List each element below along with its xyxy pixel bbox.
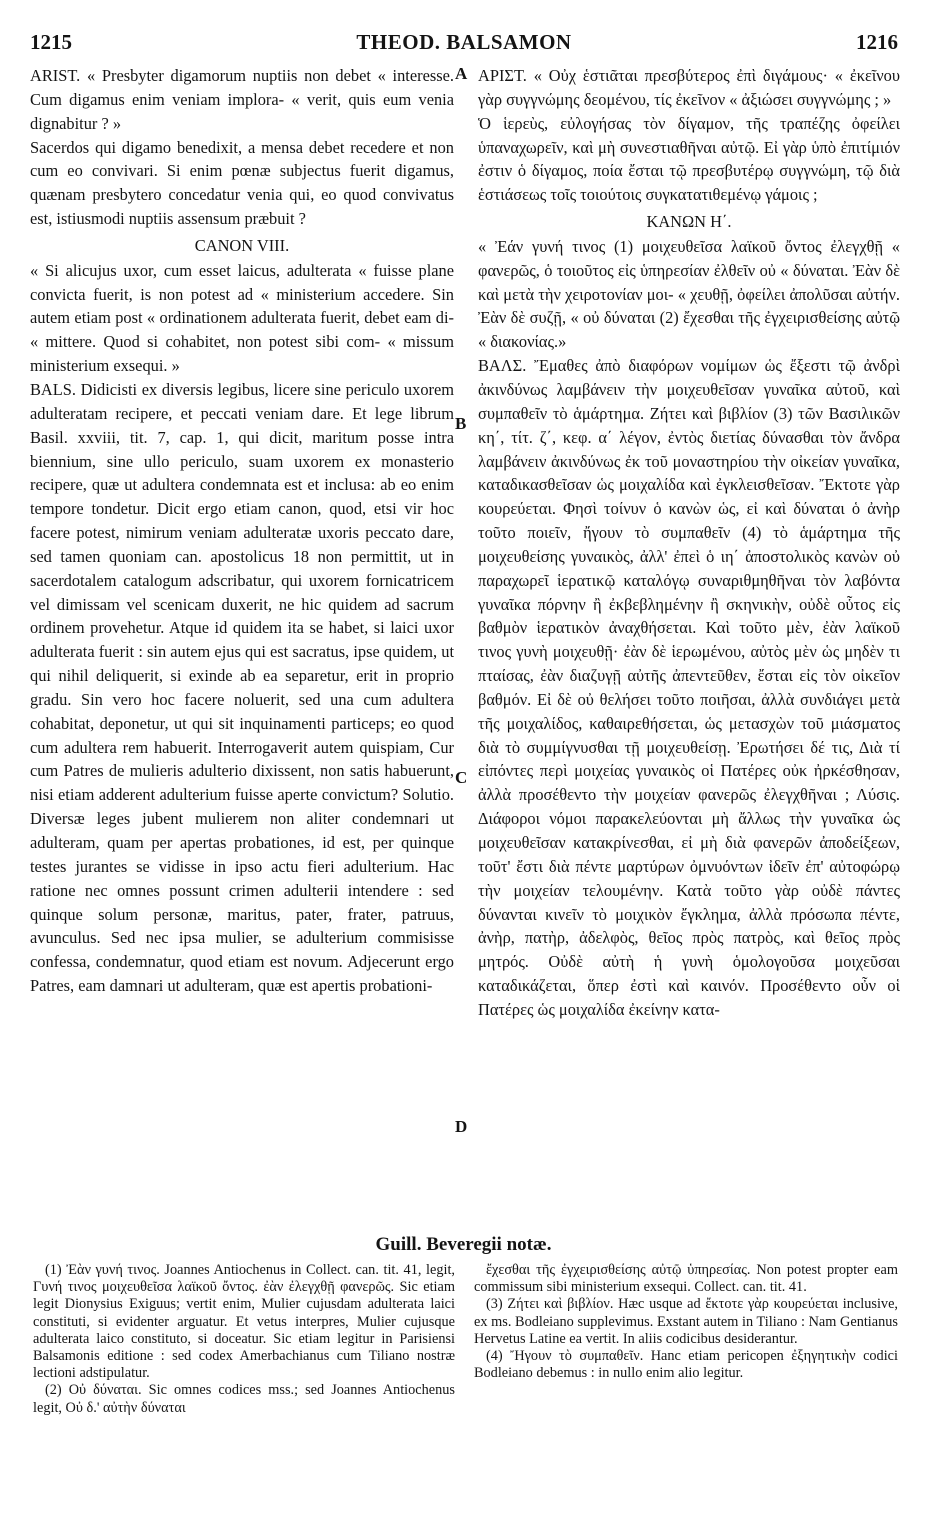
note-1: (1) Ἐὰν γυνή τινος. Joannes Antiochenus in Collect. can. tit. 41, legit, Γυνή τινος μοιχευθεῖσα λαϊκοῦ ὄντος. ἐὰν ἐλεγχθῇ φανερῶς. Sic etiam legit Dionysius Exiguus; vertit enim, Mulier cujusdam adulterata laici constituti, si evidenter arguatur. Et vetus interpres, Mulier cujusque adulterata laico constituto, si doceatur. Sic etiam legitur in Parisiensi Balsamonis editione : sed codex Amerbachianus cum Tiliano nostræ lectioni adstipulatur.: [33, 1262, 455, 1382]
page-number-right: 1216: [856, 30, 898, 54]
margin-letter-c: C: [455, 768, 468, 787]
greek-canon-text: « Ἐάν γυνή τινος (1) μοιχευθεῖσα λαϊκοῦ ὄντος ἐλεγχθῇ « φανερῶς, ὁ τοιοῦτος εἰς ὑπηρεσίαν ἐλθεῖν οὐ « δύναται. Ἐὰν δὲ καὶ μετὰ τὴν χειροτονίαν μοι- « χευθῇ, ὀφείλει ἀπολῦσαι αὐτήν. Ἐὰν δὲ συζῇ, « οὐ δύναται (2) ἔχεσθαι τῆς ἐγχειρισθείσης αὐτῷ « διακονίας.»: [478, 236, 900, 352]
note-3: (3) Ζήτει καὶ βιβλίον. Hæc usque ad ἔκτοτε γὰρ κουρεύεται inclusive, ex ms. Bodleiano supplevimus. Exstant autem in Tiliano : Nam Gentianus Hervetus Latine ea vertit. In aliis codicibus desiderantur.: [474, 1296, 898, 1347]
latin-aristenus-comment: ARIST. « Presbyter digamorum nuptiis non debet « interesse. Cum digamus enim veniam implora- « verit, quis eum venia dignabitur ? »: [30, 66, 454, 133]
running-title: THEOD. BALSAMON: [356, 30, 572, 54]
latin-column: [30, 64, 454, 998]
note-4: (4) Ἤγουν τὸ συμπαθεῖν. Hanc etiam pericopen ἐξηγητικὴν codici Bodleiano debemus : in nullo enim alio legitur.: [474, 1348, 898, 1382]
margin-letter-a: A: [455, 64, 468, 83]
latin-balsamon-commentary: BALS. Didicisti ex diversis legibus, licere sine periculo uxorem adulteratam recipere, et peccati veniam dare. Et lege librum Basil. xxviii, tit. 7, cap. 1, qui dicit, maritum posse intra biennium, sine ullo periculo, suam uxorem ex monasterio recipere, quæ ut adultera condemnata est et inclusa: ab eo enim tempore tondetur. Dicit ergo etiam canon, quod, etsi vir hoc facere potest, nimirum veniam adulteratæ uxoris peccato dare, sed tamen quoniam can. apostolicus 18 non permittit, ut in sacerdotalem catalogum adscribatur, qui uxorem fornicatricem vel dimissam vel scenicam duxerit, ne hic quidem ad sacrum ordinem provehetur. Atque id quidem ita se habet, si laici uxor adulterata fuerit : sin autem ejus qui est sacratus, ipse quidem, ut qui nihil deliquerit, si exinde ab ea separetur, erit in proprio gradu. Sin vero hoc facere noluerit, sed una cum adultera cohabitat, deponetur, ut qui sit inquinamenti particeps; eo quod cum adultera rem habuerit. Interrogaverit autem quispiam, Cur cum Patres de mulieris adulterio dixissent, non satis habuerunt, nisi etiam adderent adulterium fuisse aperte convictum? Solutio. Diversæ leges jubent mulierem non aliter condemnari ut adulteram, quam per apertas probationes, id est, per quinque testes jurantes se vidisse in ipso actu fieri adulterium. Hac ratione nec omnes possunt crimen adulterii intendere : sed quinque solum personæ, maritus, pater, frater, patruus, avunculus. Sed nec ipsa mulier, se adulterium commisisse confessa, condemnatur, quod etiam est novum. Adjecerunt ergo Patres, eam damnari ut adulteram, quæ est apertis probationi-: [30, 379, 454, 996]
margin-letter-b: B: [455, 414, 467, 433]
margin-letter-d: D: [455, 1117, 468, 1136]
notes-left-column: [33, 1262, 455, 1417]
page-number-left: 1215: [30, 30, 72, 54]
notes-title: Guill. Beveregii notæ.: [375, 1234, 552, 1255]
latin-canon-text: « Si alicujus uxor, cum esset laicus, adulterata « fuisse plane convicta fuerit, is non potest ad « ministerium accedere. Sin autem etiam post « ordinationem adulterata fuerit, debet eam di- « mittere. Quod si cohabitet, non potest sibi com- « missum ministerium exsequi. »: [30, 260, 454, 376]
latin-canon-title: CANON VIII.: [194, 235, 290, 255]
greek-column: [478, 64, 900, 1022]
note-2: (2) Οὐ δύναται. Sic omnes codices mss.; sed Joannes Antiochenus legit, Οὐ δ.' αὐτὴν δύναται: [33, 1382, 455, 1416]
note-2-continued: ἔχεσθαι τῆς ἐγχειρισθείσης αὐτῷ ὑπηρεσίας. Non potest propter eam commissum sibi ministerium exsequi. Collect. can. tit. 41.: [474, 1262, 898, 1296]
running-head: [30, 30, 898, 64]
notes-right-column: [474, 1262, 898, 1382]
latin-aristenus-paraphrase: Sacerdos qui digamo benedixit, a mensa debet recedere et non cum eo convivari. Si enim pœnæ subjectus fuerit digamus, quænam presbytero concedatur venia qui, eo quod convivatus est, istiusmodi nuptiis assensum præbuit ?: [30, 137, 454, 229]
greek-canon-title: ΚΑΝΩΝ Η΄.: [646, 212, 732, 232]
greek-balsamon-commentary: ΒΑΛΣ. Ἔμαθες ἀπὸ διαφόρων νομίμων ὡς ἔξεστι τῷ ἀνδρὶ ἀκινδύνως λαμβάνειν τὴν μοιχευθεῖσαν γυναῖκα αὐτοῦ, καὶ συμπαθεῖν τὸ ἁμάρτημα. Ζήτει καὶ βιβλίον (3) τῶν Βασιλικῶν κη΄, τίτ. ζ΄, κεφ. α΄ λέγον, ἐντὸς διετίας δύνασθαι τὸν ἄνδρα λαμβάνειν ἀκινδύνως ἐκ τοῦ μοναστηρίου τὴν οἰκείαν γυναῖκα, καταδικασθεῖσαν ὡς μοιχαλίδα καὶ ἐγκλεισθεῖσαν. Ἔκτοτε γὰρ κουρεύεται. Φησὶ τοίνυν ὁ κανὼν ὡς, εἰ καὶ δύναται ὁ ἀνὴρ τοῦτο ποιεῖν, ἤγουν τὸ συμπαθεῖν (4) τὸ ἁμάρτημα τῆς μοιχευθείσης γυναικὸς, ἀλλ' ἐπεὶ ὁ ιη΄ ἀποστολικὸς κανὼν οὐ παραχωρεῖ ἱερατικῷ καταλόγῳ συναριθμηθῆναι τὸν λαβόντα γυναῖκα πόρνην ἢ ἐκβεβλημένην ἢ σκηνικὴν, οὐδὲ οὗτος εἰς βαθμὸν ἱερατικὸν ἀναχθήσεται. Καὶ τοῦτο μὲν, ἐὰν λαϊκοῦ τινος γυνὴ μοιχευθῇ· ἐὰν δὲ ἱερωμένου, αὐτὸς μὲν ὡς μηδὲν τι πταίσας, ἐὰν διαζυγῇ αὐτῆς ἀπεντεῦθεν, ἔσται εἰς τὸν οἰκεῖον βαθμόν. Εἰ δὲ οὐ θελήσει τοῦτο ποιῆσαι, ἀλλὰ συνδιάγει μετὰ τῆς μοιχαλίδος, καθαιρεθήσεται, ὡς μετασχὼν τοῦ μιάσματος διὰ τὸ συμμίγνυσθαι τῇ μοιχευθείσῃ. Ἐρωτήσει δέ τις, Διὰ τί εἰπόντες περὶ μοιχείας γυναικὸς οἱ Πατέρες οὐκ ἠρκέσθησαν, ἀλλὰ προσέθεντο τὴν μοιχείαν φανερῶς ἐλεγχθῆναι ; Λύσις. Διάφοροι νόμοι παρακελεύονται μὴ ἄλλως τὴν γυναῖκα ὡς μοιχευθεῖσαν κατακρίνεσθαι, εἰ μὴ διὰ φανερῶν ἀποδείξεων, τοῦτ' ἔστι διὰ πέντε μαρτύρων ὀμνυόντων ἰδεῖν ἐπ' αὐτοφώρῳ τὴν μοιχείαν τελουμένην. Κατὰ τοῦτο γὰρ οὐδὲ πάντες δύνανται κινεῖν τὸ μοιχικὸν ἔγκλημα, ἀλλὰ πρόσωπα πέντε, ἀνὴρ, πατὴρ, ἀδελφὸς, θεῖος πρὸς πατρὸς, καὶ θεῖος πρὸς μητρός. Οὐδὲ αὐτὴ ἡ γυνὴ ὁμολογοῦσα μοιχεῦσαι καταδικάζεται, ὅπερ ἐστὶ καὶ καινόν. Προσέθεντο οὖν οἱ Πατέρες ὡς μοιχαλίδα ἐκείνην κατα-: [478, 356, 900, 1019]
greek-aristenus-comment: ΑΡΙΣΤ. « Οὐχ ἑστιᾶται πρεσβύτερος ἐπὶ διγάμους· « ἐκεῖνου γὰρ συγγνώμης δεομένου, τίς ἐκεῖνον « ἀξιώσει συγγνώμης ; »: [478, 66, 900, 109]
greek-aristenus-paraphrase: Ὁ ἱερεὺς, εὐλογήσας τὸν δίγαμον, τῆς τραπέζης ὀφείλει ὑπαναχωρεῖν, καὶ μὴ συνεστιαθῆναι αὐτῷ. Εἰ γὰρ ὑπὸ ἐπιτίμιόν ἐστιν ὁ δίγαμος, ποία ἔσται τῷ πρεσβυτέρῳ συγγνώμη, τῷ διὰ ἑστιάσεως τοῖς τοιούτοις συγκατατιθεμένῳ γάμοις ;: [478, 113, 900, 205]
